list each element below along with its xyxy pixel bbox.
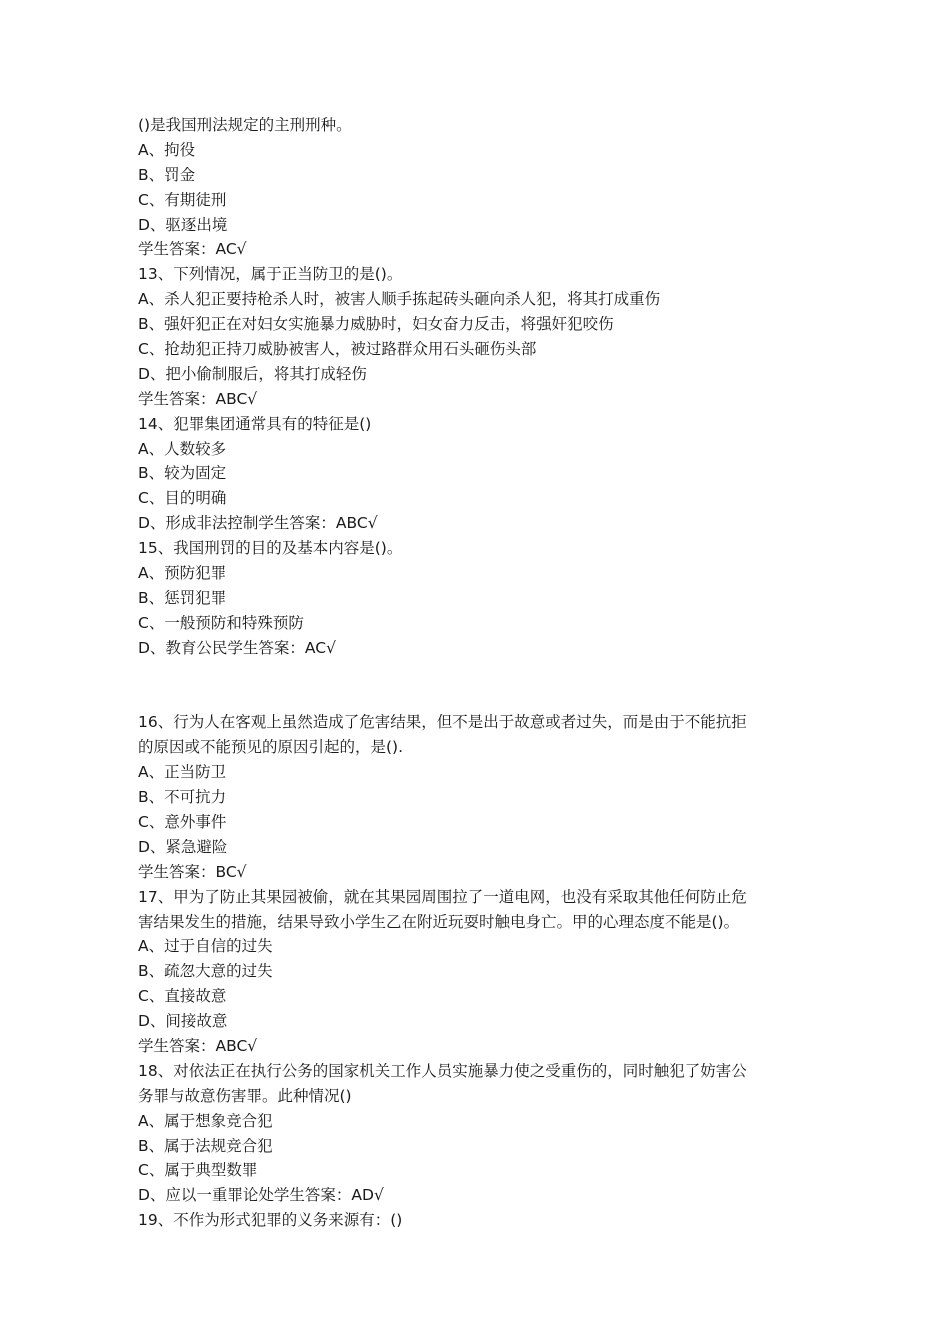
question-line: 的原因或不能预见的原因引起的，是(). bbox=[138, 738, 404, 757]
option-line: B、疏忽大意的过失 bbox=[138, 962, 273, 981]
option-line: D、把小偷制服后，将其打成轻伤 bbox=[138, 364, 367, 383]
text-line: ()是我国刑法规定的主刑刑种。 bbox=[138, 116, 352, 134]
answer-line: 学生答案：ABC√ bbox=[138, 389, 258, 408]
option-line: B、属于法规竞合犯 bbox=[138, 1136, 273, 1155]
question-line: 17、甲为了防止其果园被偷，就在其果园周围拉了一道电网，也没有采取其他任何防止危 bbox=[138, 887, 747, 906]
option-line: D、驱逐出境 bbox=[138, 215, 228, 234]
question-block-2 bbox=[138, 710, 818, 1233]
option-line: A、过于自信的过失 bbox=[138, 937, 273, 956]
question-line: 15、我国刑罚的目的及基本内容是()。 bbox=[138, 539, 403, 558]
section-gap bbox=[138, 661, 818, 711]
option-line: B、惩罚犯罪 bbox=[138, 588, 227, 607]
option-line: D、形成非法控制学生答案：ABC√ bbox=[138, 514, 378, 533]
option-line: C、有期徒刑 bbox=[138, 190, 227, 209]
answer-line: 学生答案：ABC√ bbox=[138, 1036, 258, 1055]
option-line: C、抢劫犯正持刀威胁被害人，被过路群众用石头砸伤头部 bbox=[138, 340, 537, 359]
option-line: A、人数较多 bbox=[138, 439, 227, 458]
option-line: D、应以一重罪论处学生答案：AD√ bbox=[138, 1186, 384, 1205]
question-line: 16、行为人在客观上虽然造成了危害结果，但不是出于故意或者过失，而是由于不能抗拒 bbox=[138, 713, 747, 732]
option-line: D、紧急避险 bbox=[138, 837, 228, 856]
option-line: B、较为固定 bbox=[138, 464, 227, 483]
question-line: 19、不作为形式犯罪的义务来源有：() bbox=[138, 1211, 403, 1230]
option-line: C、意外事件 bbox=[138, 812, 227, 831]
question-line: 害结果发生的措施，结果导致小学生乙在附近玩耍时触电身亡。甲的心理态度不能是()。 bbox=[138, 912, 740, 931]
option-line: C、一般预防和特殊预防 bbox=[138, 613, 304, 632]
option-line: A、属于想象竞合犯 bbox=[138, 1111, 273, 1130]
option-line: C、属于典型数罪 bbox=[138, 1161, 258, 1180]
question-block-1 bbox=[138, 113, 818, 661]
question-line: 13、下列情况，属于正当防卫的是()。 bbox=[138, 265, 403, 284]
question-line: 18、对依法正在执行公务的国家机关工作人员实施暴力使之受重伤的，同时触犯了妨害公 bbox=[138, 1061, 747, 1080]
question-line: 务罪与故意伤害罪。此种情况() bbox=[138, 1086, 352, 1105]
option-line: A、杀人犯正要持枪杀人时，被害人顺手拣起砖头砸向杀人犯，将其打成重伤 bbox=[138, 290, 661, 309]
option-line: A、预防犯罪 bbox=[138, 564, 227, 583]
option-line: B、罚金 bbox=[138, 165, 196, 184]
option-line: A、拘役 bbox=[138, 140, 196, 159]
option-line: A、正当防卫 bbox=[138, 763, 227, 782]
document-page bbox=[138, 113, 818, 1233]
option-line: C、目的明确 bbox=[138, 489, 227, 508]
option-line: B、不可抗力 bbox=[138, 788, 227, 807]
question-line: 14、犯罪集团通常具有的特征是() bbox=[138, 414, 372, 433]
option-line: B、强奸犯正在对妇女实施暴力威胁时，妇女奋力反击，将强奸犯咬伤 bbox=[138, 315, 614, 334]
answer-line: 学生答案：BC√ bbox=[138, 862, 247, 881]
option-line: D、教育公民学生答案：AC√ bbox=[138, 638, 336, 657]
answer-line: 学生答案：AC√ bbox=[138, 240, 247, 259]
option-line: D、间接故意 bbox=[138, 1012, 228, 1031]
option-line: C、直接故意 bbox=[138, 987, 227, 1006]
